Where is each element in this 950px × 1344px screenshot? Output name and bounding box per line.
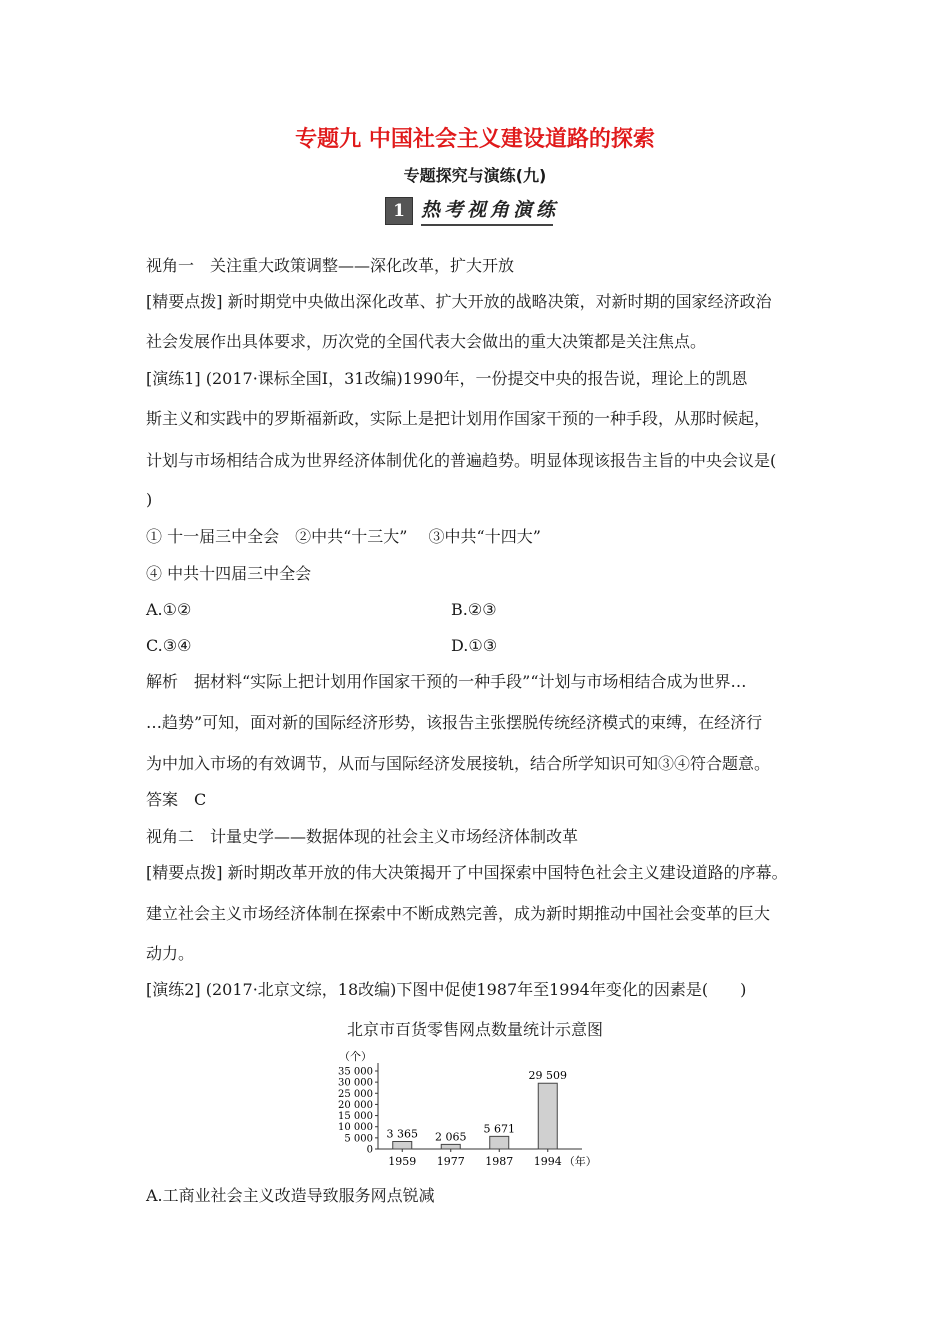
analysis-line: 解析 据材料“实际上把计划用作国家干预的一种手段”“计划与市场相结合成为世界… [146,672,747,691]
bar-1977 [441,1144,460,1149]
bar-chart [320,1044,630,1174]
y-tick-label: 10 000 [338,1122,373,1134]
option-items-line: ① 十一届三中全会 ②中共“十三大” ③中共“十四大” [146,527,541,546]
tip-line: 建立社会主义市场经济体制在探索中不断成熟完善，成为新时期推动中国社会变革的巨大 [146,904,771,923]
y-tick-label: 25 000 [338,1088,373,1100]
answer-line: 答案 C [146,790,207,809]
badge-text: 热考视角演练 [421,199,560,221]
choice-a: A.①② [146,600,192,619]
analysis-line: 为中加入市场的有效调节，从而与国际经济发展接轨，结合所学知识可知③④符合题意。 [146,754,771,773]
analysis-line: …趋势”可知，面对新的国际经济形势，该报告主张摆脱传统经济模式的束缚，在经济行 [146,713,763,732]
y-tick-label: 35 000 [338,1066,373,1078]
bar-value-label: 2 065 [435,1130,467,1144]
question-line: 斯主义和实践中的罗斯福新政，实际上是把计划用作国家干预的一种手段，从那时候起， [146,409,771,428]
y-tick-label: 20 000 [338,1099,373,1111]
y-tick-label: 30 000 [338,1077,373,1089]
section-heading-2: 视角二 计量史学——数据体现的社会主义市场经济体制改革 [146,827,579,846]
choice-b: B.②③ [451,600,497,619]
choice-d: D.①③ [451,636,498,655]
choice-c: C.③④ [146,636,192,655]
tip-line: [精要点拨] 新时期改革开放的伟大决策揭开了中国探索中国特色社会主义建设道路的序幕。 [146,863,788,882]
question-line: [演练2] (2017·北京文综，18改编)下图中促使1987年至1994年变化的因素是( ) [146,980,747,999]
x-axis-unit: （年） [563,1155,597,1168]
bar-value-label: 29 509 [528,1069,567,1083]
bar-1959 [393,1142,412,1149]
bar-1987 [490,1136,509,1149]
badge-number: 1 [385,197,413,225]
question-line: [演练1] (2017·课标全国Ⅰ，31改编)1990年，一份提交中央的报告说，理论上的凯恩 [146,369,748,388]
question-line: ) [146,490,153,509]
page-title: 专题九 中国社会主义建设道路的探索 [295,127,655,152]
x-tick-label: 1959 [388,1155,417,1168]
tip-line: 社会发展作出具体要求，历次党的全国代表大会做出的重大决策都是关注焦点。 [146,332,707,351]
bar-value-label: 3 365 [386,1127,418,1141]
question-line: 计划与市场相结合成为世界经济体制优化的普遍趋势。明显体现该报告主旨的中央会议是( [146,451,777,470]
page-subtitle: 专题探究与演练(九) [403,166,547,185]
badge-underline [421,224,553,226]
tip-line: [精要点拨] 新时期党中央做出深化改革、扩大开放的战略决策，对新时期的国家经济政治 [146,292,772,311]
y-tick-label: 15 000 [338,1111,373,1123]
y-tick-label: 0 [366,1144,373,1156]
y-axis-unit: （个） [339,1050,372,1063]
bar-1994 [538,1083,557,1149]
x-tick-label: 1977 [436,1155,465,1168]
chart-title: 北京市百货零售网点数量统计示意图 [346,1020,603,1039]
y-tick-label: 5 000 [344,1133,373,1145]
section-heading-1: 视角一 关注重大政策调整——深化改革，扩大开放 [146,256,515,275]
tip-line: 动力。 [146,944,195,963]
choice-a: A.工商业社会主义改造导致服务网点锐减 [146,1186,435,1205]
x-tick-label: 1994 [533,1155,562,1168]
x-tick-label: 1987 [485,1155,514,1168]
bar-value-label: 5 671 [483,1122,515,1136]
option-items-line: ④ 中共十四届三中全会 [146,564,312,583]
